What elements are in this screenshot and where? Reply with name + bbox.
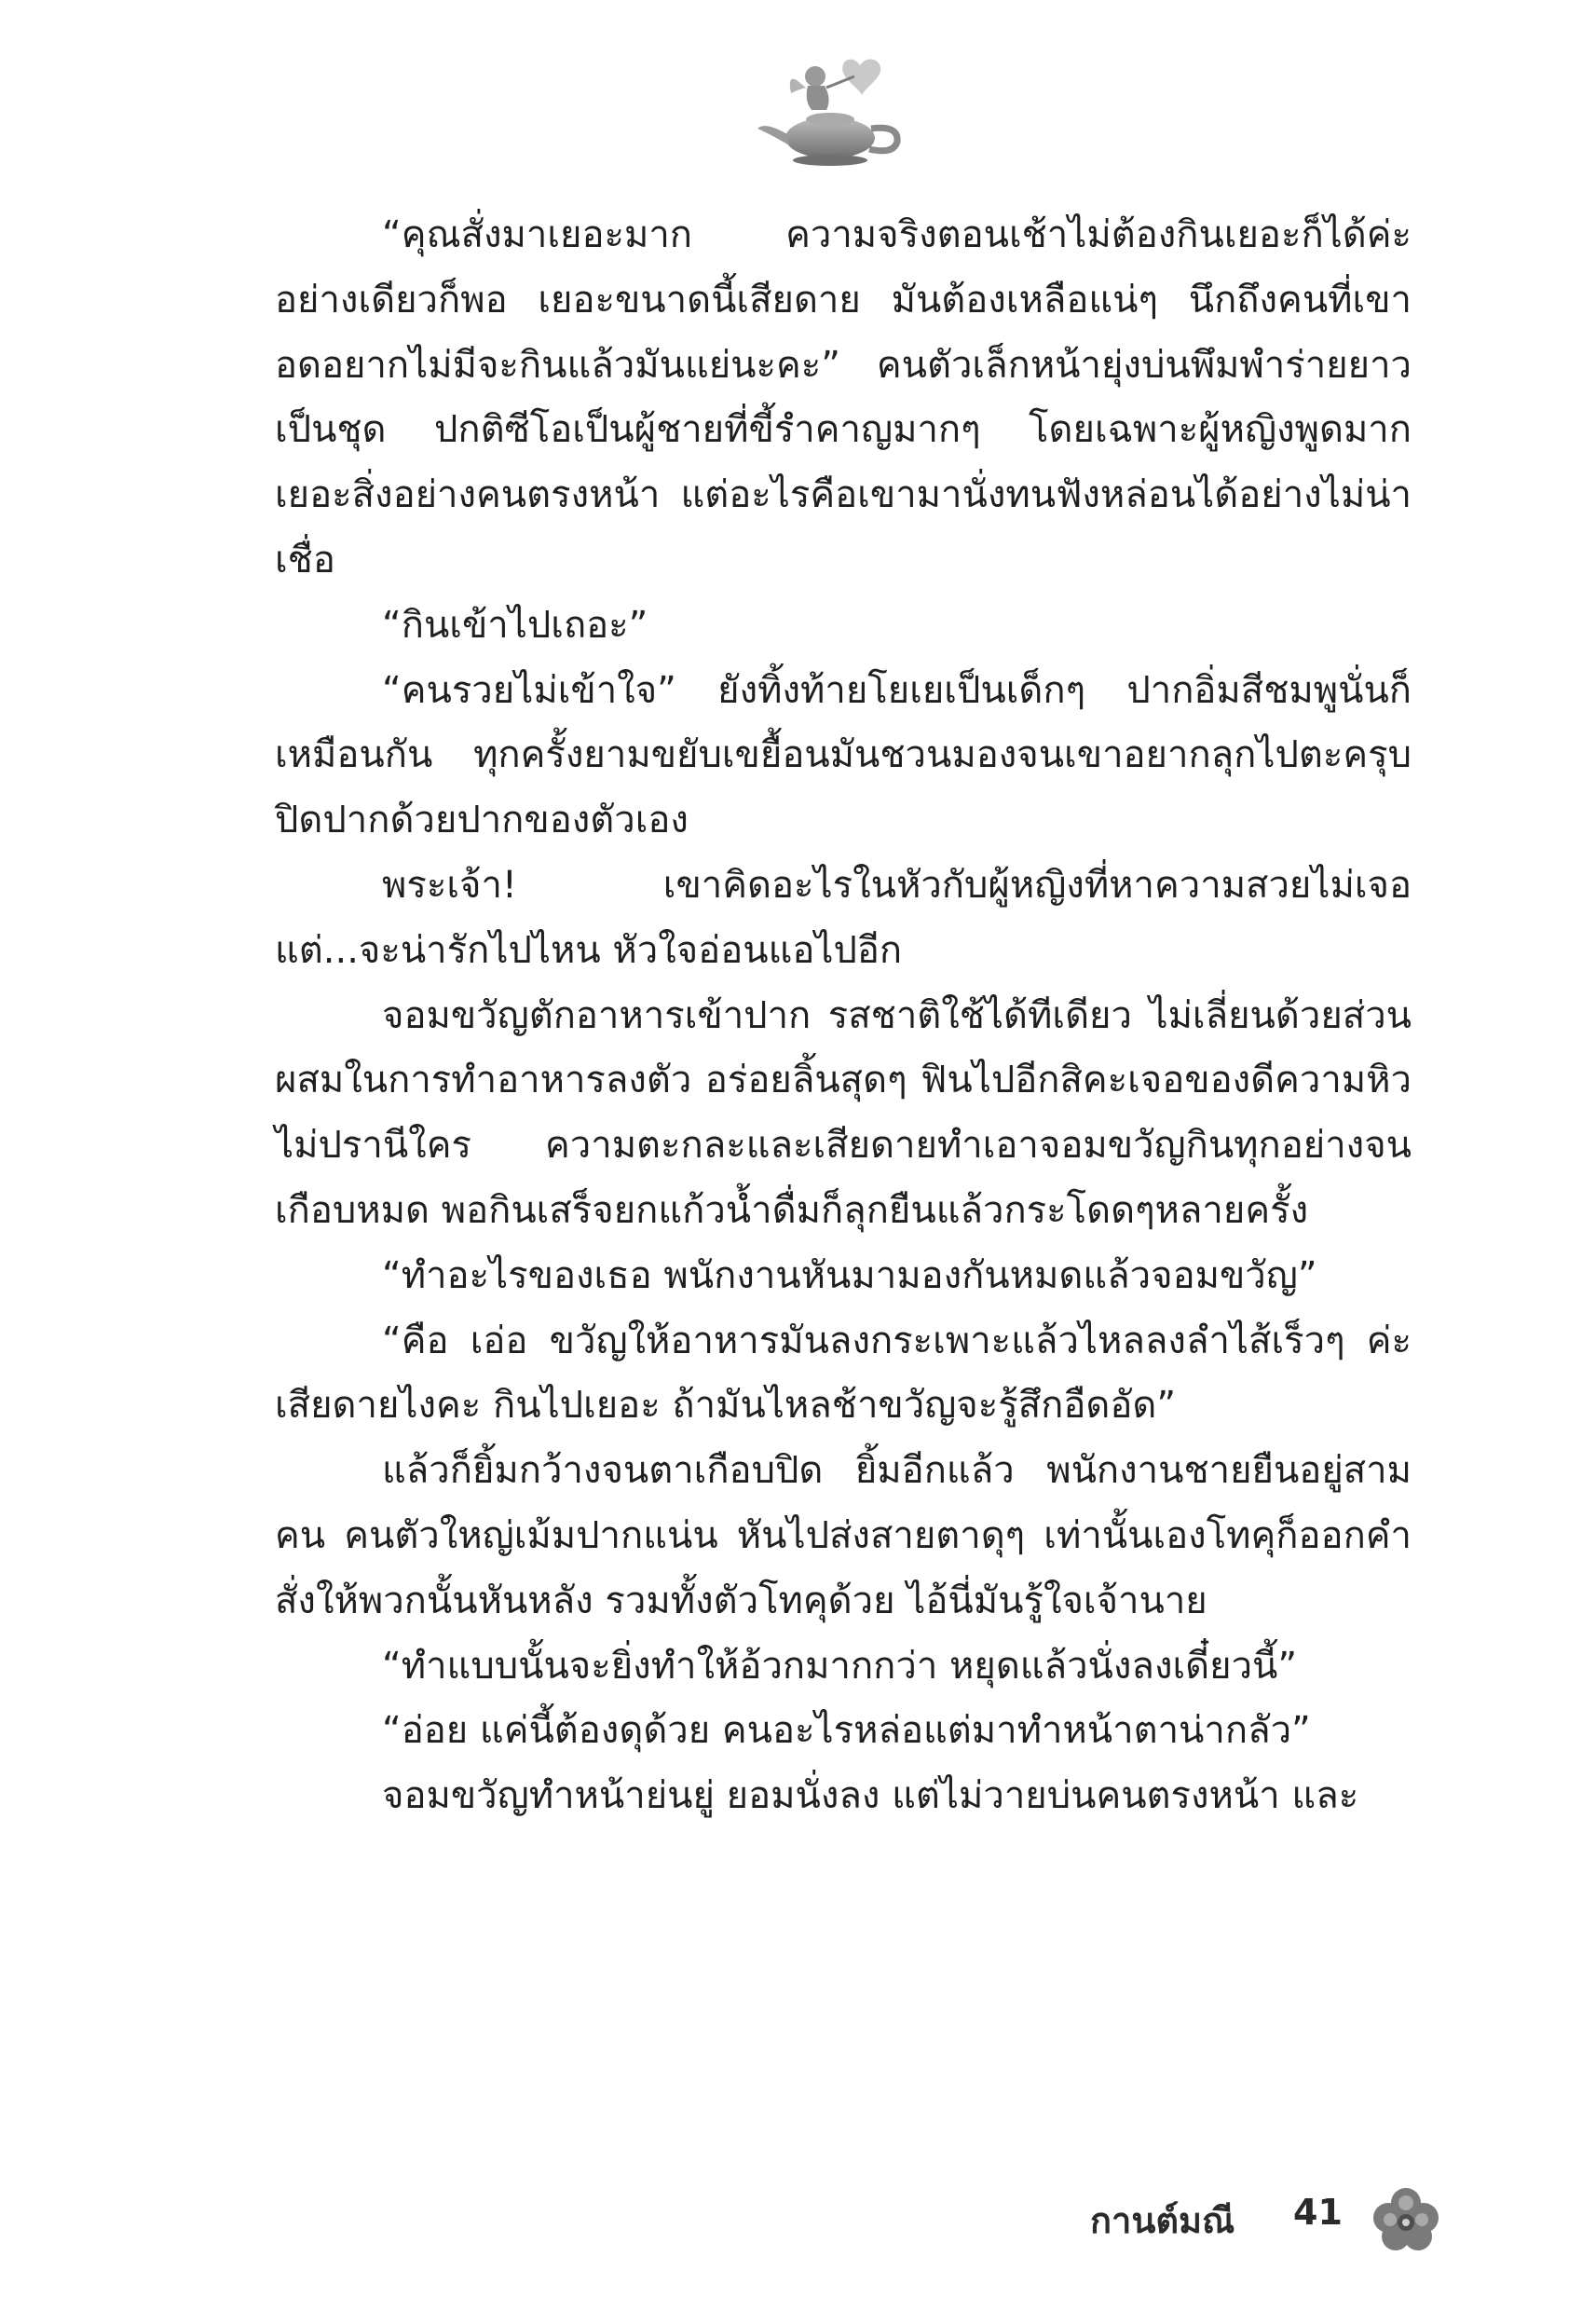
paragraph: “อ่อย แค่นี้ต้องดุด้วย คนอะไรหล่อแต่มาทำหน้าตาน่ากลัว” [382,1709,1311,1753]
paragraph: “คุณสั่งมาเยอะมาก ความจริงตอนเช้าไม่ต้องกินเยอะก็ได้ค่ะ อย่างเดียวก็พอ เยอะขนาดนี้เสียดาย มันต้องเหลือแน่ๆ นึกถึงคนที่เขาอดอยากไม่มีจะกินแล้วมันแย่นะคะ” คนตัวเล็กหน้ายุ่งบ่นพึมพำร่ายยาวเป็นชุด ปกติซีโอเป็นผู้ชายที่ขี้รำคาญมากๆ โดยเฉพาะผู้หญิงพูดมากเยอะสิ่งอย่างคนตรงหน้า แต่อะไรคือเขามานั่งทนฟังหล่อนได้อย่างไม่น่าเชื่อ [275,213,1412,581]
paragraph: “คนรวยไม่เข้าใจ” ยังทิ้งท้ายโยเยเป็นเด็กๆ ปากอิ่มสีชมพูนั่นก็เหมือนกัน ทุกครั้งยามขยับเขยื้อนมันชวนมองจนเขาอยากลุกไปตะครุบปิดปากด้วยปากของตัวเอง [275,668,1412,842]
paragraph: จอมขวัญทำหน้าย่นยู่ ยอมนั่งลง แต่ไม่วายบ่นคนตรงหน้า และ [382,1774,1359,1818]
paragraph: จอมขวัญตักอาหารเข้าปาก รสชาติใช้ได้ทีเดียว ไม่เลี่ยนด้วยส่วนผสมในการทำอาหารลงตัว อร่อยลิ้นสุดๆ ฟินไปอีกสิคะเจอของดีความหิวไม่ปรานีใคร ความตะกละและเสียดายทำเอาจอมขวัญกินทุกอย่างจนเกือบหมด พอกินเสร็จยกแก้วน้ำดื่มก็ลุกยืนแล้วกระโดดๆหลายครั้ง [275,993,1412,1232]
paragraph: แล้วก็ยิ้มกว้างจนตาเกือบปิด ยิ้มอีกแล้ว พนักงานชายยืนอยู่สามคน คนตัวใหญ่เม้มปากแน่น หันไปส่งสายตาดุๆ เท่านั้นเองโทคุก็ออกคำสั่งให้พวกนั้นหันหลัง รวมทั้งตัวโทคุด้วย ไอ้นี่มันรู้ใจเจ้านาย [275,1449,1412,1622]
page-number: 41 [1293,2192,1343,2233]
teapot-cupid-ornament-icon [750,48,918,171]
author-name: กานต์มณี [1090,2200,1235,2241]
body-text [275,203,1412,1829]
paragraph: พระเจ้า! เขาคิดอะไรในหัวกับผู้หญิงที่หาความสวยไม่เจอ แต่...จะน่ารักไปไหน หัวใจอ่อนแอไปอีก [275,863,1412,972]
paragraph: “ทำแบบนั้นจะยิ่งทำให้อ้วกมากกว่า หยุดแล้วนั่งลงเดี๋ยวนี้” [382,1644,1298,1688]
paragraph: “กินเข้าไปเถอะ” [382,603,648,647]
page-footer [1053,2181,1463,2264]
flower-ornament-icon [1364,2181,1448,2255]
paragraph: “คือ เอ่อ ขวัญให้อาหารมันลงกระเพาะแล้วไหลลงลำไส้เร็วๆ ค่ะเสียดายไงคะ กินไปเยอะ ถ้ามันไหลช้าขวัญจะรู้สึกอืดอัด” [275,1319,1412,1428]
paragraph: “ทำอะไรของเธอ พนักงานหันมามองกันหมดแล้วจอมขวัญ” [382,1253,1317,1297]
